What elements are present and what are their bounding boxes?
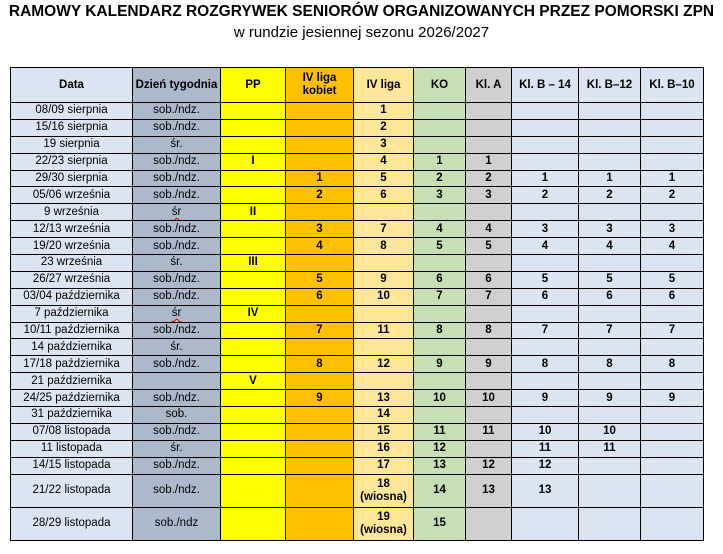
cell-ko: 4 — [414, 221, 466, 238]
cell-kl-b-10 — [641, 457, 704, 474]
cell-kl-a — [466, 407, 512, 424]
cell-kl-b-14 — [512, 407, 579, 424]
cell-pp: III — [221, 255, 286, 272]
table-row — [11, 136, 704, 153]
header-iv-liga-kobiet: IV liga kobiet — [286, 68, 354, 103]
cell-date: 11 listopada — [11, 440, 133, 457]
cell-kl-b-14: 7 — [512, 322, 579, 339]
cell-pp: I — [221, 153, 286, 170]
cell-kl-b-14 — [512, 204, 579, 221]
cell-date: 08/09 sierpnia — [11, 103, 133, 120]
cell-ko: 3 — [414, 187, 466, 204]
table-row — [11, 187, 704, 204]
table-row — [11, 339, 704, 356]
cell-pp — [221, 136, 286, 153]
cell-date: 21/22 listopada — [11, 474, 133, 507]
table-row — [11, 457, 704, 474]
cell-kl-b-10: 9 — [641, 390, 704, 407]
cell-iv-liga — [354, 339, 414, 356]
cell-day: sob./ndz. — [133, 221, 221, 238]
cell-kl-a: 10 — [466, 390, 512, 407]
cell-pp — [221, 457, 286, 474]
cell-day: sob./ndz. — [133, 474, 221, 507]
cell-iv-liga — [354, 204, 414, 221]
table-row — [11, 373, 704, 390]
cell-pp — [221, 187, 286, 204]
cell-iv-liga-kobiet — [286, 440, 354, 457]
header-kl-b-10: Kl. B–10 — [641, 68, 704, 103]
cell-day — [133, 373, 221, 390]
cell-kl-b-12 — [579, 474, 641, 507]
cell-day: sob./ndz. — [133, 103, 221, 120]
cell-kl-b-14: 13 — [512, 474, 579, 507]
cell-kl-b-12: 9 — [579, 390, 641, 407]
table-row — [11, 356, 704, 373]
cell-iv-liga-kobiet: 3 — [286, 221, 354, 238]
cell-kl-a: 9 — [466, 356, 512, 373]
cell-kl-b-12: 5 — [579, 271, 641, 288]
table-row — [11, 474, 704, 507]
cell-iv-liga-kobiet — [286, 103, 354, 120]
cell-date: 21 października — [11, 373, 133, 390]
cell-kl-b-10 — [641, 373, 704, 390]
cell-kl-a — [466, 305, 512, 322]
cell-kl-a — [466, 103, 512, 120]
cell-day: sob./ndz. — [133, 170, 221, 187]
cell-kl-b-10: 8 — [641, 356, 704, 373]
cell-kl-b-14 — [512, 373, 579, 390]
cell-date: 23 września — [11, 255, 133, 272]
cell-kl-b-12: 2 — [579, 187, 641, 204]
cell-kl-b-14 — [512, 153, 579, 170]
cell-pp — [221, 238, 286, 255]
cell-ko: 13 — [414, 457, 466, 474]
table-row — [11, 238, 704, 255]
cell-pp — [221, 390, 286, 407]
header-iv-liga: IV liga — [354, 68, 414, 103]
cell-date: 03/04 października — [11, 288, 133, 305]
cell-kl-b-14: 1 — [512, 170, 579, 187]
cell-kl-b-14: 9 — [512, 390, 579, 407]
header-kl-b-12: Kl. B–12 — [579, 68, 641, 103]
header-pp: PP — [221, 68, 286, 103]
cell-day: śr — [133, 204, 221, 221]
cell-pp: II — [221, 204, 286, 221]
table-row — [11, 407, 704, 424]
cell-iv-liga-kobiet — [286, 255, 354, 272]
header-ko: KO — [414, 68, 466, 103]
cell-iv-liga-kobiet — [286, 339, 354, 356]
cell-kl-a — [466, 440, 512, 457]
cell-iv-liga: 12 — [354, 356, 414, 373]
cell-day: sob./ndz. — [133, 457, 221, 474]
cell-ko — [414, 255, 466, 272]
cell-kl-a — [466, 204, 512, 221]
cell-day: sob./ndz. — [133, 271, 221, 288]
cell-iv-liga-kobiet: 9 — [286, 390, 354, 407]
cell-kl-b-14 — [512, 255, 579, 272]
cell-iv-liga: 3 — [354, 136, 414, 153]
cell-kl-b-14 — [512, 339, 579, 356]
cell-day: śr. — [133, 136, 221, 153]
cell-ko: 10 — [414, 390, 466, 407]
cell-iv-liga: 8 — [354, 238, 414, 255]
cell-pp — [221, 407, 286, 424]
cell-kl-b-10 — [641, 136, 704, 153]
cell-kl-b-12: 8 — [579, 356, 641, 373]
cell-pp — [221, 423, 286, 440]
cell-date: 29/30 sierpnia — [11, 170, 133, 187]
header-day: Dzień tygodnia — [133, 68, 221, 103]
cell-kl-b-12: 3 — [579, 221, 641, 238]
cell-ko — [414, 136, 466, 153]
cell-kl-b-12 — [579, 255, 641, 272]
cell-kl-b-12: 6 — [579, 288, 641, 305]
cell-kl-b-10: 6 — [641, 288, 704, 305]
cell-kl-b-10: 3 — [641, 221, 704, 238]
cell-ko: 8 — [414, 322, 466, 339]
cell-kl-b-12 — [579, 373, 641, 390]
cell-kl-a: 4 — [466, 221, 512, 238]
cell-kl-b-14: 3 — [512, 221, 579, 238]
cell-kl-b-14: 5 — [512, 271, 579, 288]
table-row — [11, 153, 704, 170]
cell-kl-b-12: 7 — [579, 322, 641, 339]
cell-ko — [414, 204, 466, 221]
cell-day: sob./ndz — [133, 507, 221, 540]
cell-kl-b-12 — [579, 153, 641, 170]
cell-date: 26/27 września — [11, 271, 133, 288]
cell-iv-liga: 19 (wiosna) — [354, 507, 414, 540]
cell-iv-liga-kobiet: 5 — [286, 271, 354, 288]
cell-kl-b-10 — [641, 474, 704, 507]
cell-iv-liga — [354, 305, 414, 322]
cell-date: 14/15 listopada — [11, 457, 133, 474]
table-row — [11, 440, 704, 457]
cell-day: sob. — [133, 407, 221, 424]
cell-iv-liga-kobiet: 1 — [286, 170, 354, 187]
cell-iv-liga-kobiet — [286, 474, 354, 507]
cell-iv-liga-kobiet: 2 — [286, 187, 354, 204]
cell-kl-b-10 — [641, 255, 704, 272]
header-kl-b-14: Kl. B – 14 — [512, 68, 579, 103]
cell-kl-b-10 — [641, 423, 704, 440]
cell-day: sob./ndz. — [133, 390, 221, 407]
cell-iv-liga: 10 — [354, 288, 414, 305]
cell-ko: 14 — [414, 474, 466, 507]
cell-kl-b-10: 4 — [641, 238, 704, 255]
cell-ko — [414, 119, 466, 136]
cell-iv-liga: 5 — [354, 170, 414, 187]
cell-kl-b-12: 10 — [579, 423, 641, 440]
cell-kl-b-14 — [512, 507, 579, 540]
cell-ko — [414, 103, 466, 120]
cell-pp — [221, 474, 286, 507]
cell-date: 07/08 listopada — [11, 423, 133, 440]
cell-date: 24/25 października — [11, 390, 133, 407]
cell-kl-b-10 — [641, 153, 704, 170]
cell-kl-b-10 — [641, 507, 704, 540]
cell-iv-liga: 9 — [354, 271, 414, 288]
table-row — [11, 204, 704, 221]
cell-kl-b-10 — [641, 339, 704, 356]
cell-pp — [221, 288, 286, 305]
cell-iv-liga: 1 — [354, 103, 414, 120]
cell-kl-b-14: 10 — [512, 423, 579, 440]
page-title: RAMOWY KALENDARZ ROZGRYWEK SENIORÓW ORGANIZOWANYCH PRZEZ POMORSKI ZPN — [8, 3, 715, 20]
cell-kl-a: 8 — [466, 322, 512, 339]
cell-date: 31 października — [11, 407, 133, 424]
cell-date: 7 października — [11, 305, 133, 322]
cell-iv-liga-kobiet: 8 — [286, 356, 354, 373]
cell-kl-b-14 — [512, 103, 579, 120]
cell-day: sob./ndz. — [133, 322, 221, 339]
cell-ko — [414, 305, 466, 322]
cell-day: sob./ndz. — [133, 288, 221, 305]
cell-date: 19/20 września — [11, 238, 133, 255]
cell-kl-b-14 — [512, 305, 579, 322]
cell-date: 9 września — [11, 204, 133, 221]
cell-kl-b-14: 6 — [512, 288, 579, 305]
cell-iv-liga-kobiet — [286, 373, 354, 390]
cell-kl-b-14: 12 — [512, 457, 579, 474]
cell-ko — [414, 339, 466, 356]
cell-kl-a: 7 — [466, 288, 512, 305]
cell-iv-liga-kobiet: 6 — [286, 288, 354, 305]
cell-kl-a — [466, 136, 512, 153]
header-kl-a: Kl. A — [466, 68, 512, 103]
table-row — [11, 170, 704, 187]
table-row — [11, 255, 704, 272]
cell-pp — [221, 356, 286, 373]
cell-date: 15/16 sierpnia — [11, 119, 133, 136]
cell-iv-liga: 14 — [354, 407, 414, 424]
cell-iv-liga: 16 — [354, 440, 414, 457]
cell-kl-a: 2 — [466, 170, 512, 187]
cell-kl-a: 1 — [466, 153, 512, 170]
cell-ko: 7 — [414, 288, 466, 305]
cell-kl-a: 5 — [466, 238, 512, 255]
cell-kl-b-10 — [641, 119, 704, 136]
cell-kl-b-10: 2 — [641, 187, 704, 204]
cell-ko: 1 — [414, 153, 466, 170]
table-row — [11, 271, 704, 288]
cell-iv-liga: 11 — [354, 322, 414, 339]
cell-ko: 11 — [414, 423, 466, 440]
cell-kl-a: 6 — [466, 271, 512, 288]
cell-day: sob./ndz. — [133, 238, 221, 255]
cell-kl-b-12 — [579, 407, 641, 424]
cell-date: 28/29 listopada — [11, 507, 133, 540]
cell-kl-a — [466, 119, 512, 136]
cell-kl-b-12 — [579, 136, 641, 153]
cell-day: śr. — [133, 440, 221, 457]
cell-pp — [221, 271, 286, 288]
header-date: Data — [11, 68, 133, 103]
cell-pp — [221, 440, 286, 457]
cell-day: sob./ndz. — [133, 423, 221, 440]
cell-iv-liga: 2 — [354, 119, 414, 136]
cell-day: sob./ndz. — [133, 187, 221, 204]
cell-iv-liga-kobiet: 7 — [286, 322, 354, 339]
cell-kl-b-12 — [579, 339, 641, 356]
cell-kl-b-14: 4 — [512, 238, 579, 255]
cell-kl-b-12: 11 — [579, 440, 641, 457]
cell-iv-liga-kobiet — [286, 423, 354, 440]
table-row — [11, 288, 704, 305]
cell-date: 10/11 października — [11, 322, 133, 339]
cell-kl-b-10 — [641, 204, 704, 221]
cell-kl-a: 13 — [466, 474, 512, 507]
cell-kl-b-12 — [579, 103, 641, 120]
cell-day: śr. — [133, 339, 221, 356]
cell-date: 19 sierpnia — [11, 136, 133, 153]
cell-iv-liga-kobiet — [286, 119, 354, 136]
cell-day: sob./ndz. — [133, 119, 221, 136]
cell-iv-liga-kobiet — [286, 136, 354, 153]
cell-iv-liga-kobiet — [286, 507, 354, 540]
cell-day: śr. — [133, 255, 221, 272]
cell-pp — [221, 119, 286, 136]
cell-kl-b-14 — [512, 136, 579, 153]
table-row — [11, 305, 704, 322]
table-row — [11, 221, 704, 238]
header-row — [11, 68, 704, 103]
cell-kl-b-10: 5 — [641, 271, 704, 288]
table-row — [11, 119, 704, 136]
cell-ko — [414, 407, 466, 424]
cell-pp: IV — [221, 305, 286, 322]
cell-day: sob./ndz. — [133, 356, 221, 373]
cell-date: 17/18 października — [11, 356, 133, 373]
cell-kl-a — [466, 507, 512, 540]
cell-kl-b-12 — [579, 457, 641, 474]
cell-iv-liga-kobiet: 4 — [286, 238, 354, 255]
cell-date: 22/23 sierpnia — [11, 153, 133, 170]
cell-pp — [221, 103, 286, 120]
cell-kl-b-12 — [579, 507, 641, 540]
cell-ko: 5 — [414, 238, 466, 255]
cell-kl-b-14: 2 — [512, 187, 579, 204]
cell-ko — [414, 373, 466, 390]
cell-kl-b-14: 8 — [512, 356, 579, 373]
cell-pp — [221, 507, 286, 540]
cell-kl-b-10 — [641, 305, 704, 322]
cell-date: 05/06 września — [11, 187, 133, 204]
cell-kl-b-12: 4 — [579, 238, 641, 255]
cell-iv-liga — [354, 255, 414, 272]
cell-kl-a: 12 — [466, 457, 512, 474]
cell-kl-b-14 — [512, 119, 579, 136]
table-row — [11, 103, 704, 120]
cell-kl-a: 11 — [466, 423, 512, 440]
cell-ko: 15 — [414, 507, 466, 540]
cell-pp — [221, 170, 286, 187]
cell-day: śr — [133, 305, 221, 322]
cell-day: sob./ndz. — [133, 153, 221, 170]
cell-kl-b-10 — [641, 103, 704, 120]
cell-pp — [221, 339, 286, 356]
cell-ko: 9 — [414, 356, 466, 373]
cell-kl-b-10: 1 — [641, 170, 704, 187]
table-row — [11, 390, 704, 407]
cell-kl-b-10 — [641, 407, 704, 424]
cell-ko: 12 — [414, 440, 466, 457]
cell-kl-b-12 — [579, 119, 641, 136]
cell-pp: V — [221, 373, 286, 390]
cell-iv-liga: 4 — [354, 153, 414, 170]
cell-kl-a — [466, 339, 512, 356]
cell-kl-b-12 — [579, 305, 641, 322]
cell-iv-liga-kobiet — [286, 305, 354, 322]
cell-pp — [221, 221, 286, 238]
cell-iv-liga: 7 — [354, 221, 414, 238]
cell-kl-b-10: 7 — [641, 322, 704, 339]
cell-kl-b-12: 1 — [579, 170, 641, 187]
table-row — [11, 322, 704, 339]
cell-kl-b-10 — [641, 440, 704, 457]
cell-ko: 6 — [414, 271, 466, 288]
cell-iv-liga: 6 — [354, 187, 414, 204]
cell-iv-liga: 15 — [354, 423, 414, 440]
cell-iv-liga: 13 — [354, 390, 414, 407]
cell-iv-liga — [354, 373, 414, 390]
cell-kl-a — [466, 255, 512, 272]
cell-date: 12/13 września — [11, 221, 133, 238]
cell-pp — [221, 322, 286, 339]
page-subtitle: w rundzie jesiennej sezonu 2026/2027 — [233, 24, 490, 41]
cell-iv-liga-kobiet — [286, 153, 354, 170]
cell-iv-liga: 18 (wiosna) — [354, 474, 414, 507]
schedule-table — [10, 67, 704, 541]
cell-ko: 2 — [414, 170, 466, 187]
table-row — [11, 423, 704, 440]
cell-iv-liga-kobiet — [286, 457, 354, 474]
table-row — [11, 507, 704, 540]
cell-date: 14 października — [11, 339, 133, 356]
cell-kl-b-14: 11 — [512, 440, 579, 457]
cell-kl-a — [466, 373, 512, 390]
cell-kl-b-12 — [579, 204, 641, 221]
cell-iv-liga: 17 — [354, 457, 414, 474]
cell-kl-a: 3 — [466, 187, 512, 204]
cell-iv-liga-kobiet — [286, 407, 354, 424]
cell-iv-liga-kobiet — [286, 204, 354, 221]
